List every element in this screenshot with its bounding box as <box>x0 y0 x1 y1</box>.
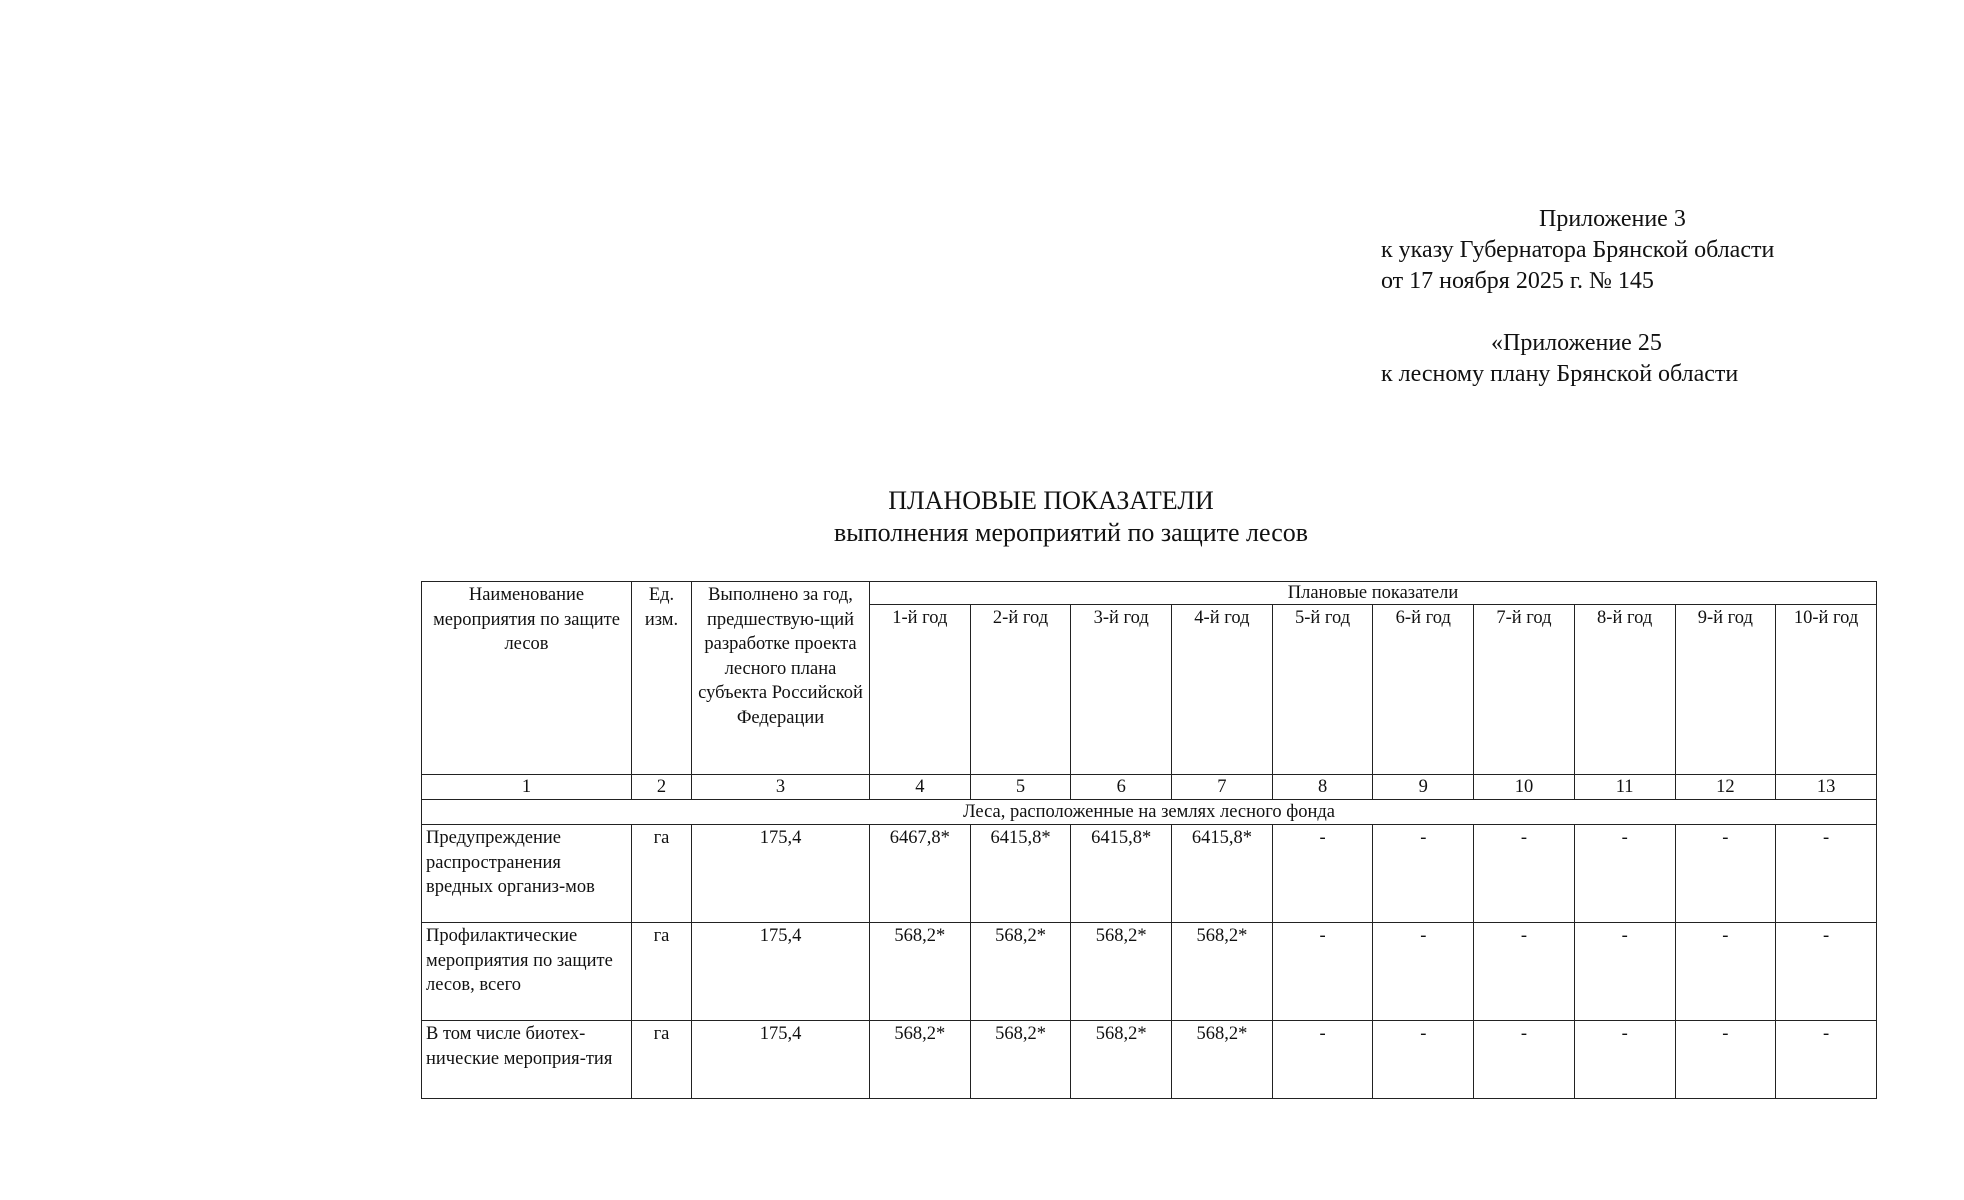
table-row <box>422 1021 1877 1099</box>
header-year-8: 8-й год <box>1574 605 1675 775</box>
header-year-3: 3-й год <box>1071 605 1172 775</box>
row-value: - <box>1272 923 1373 1021</box>
row-unit: га <box>632 825 692 923</box>
stamp-gap <box>1381 297 1901 328</box>
row-value: - <box>1574 923 1675 1021</box>
row-value: 6415,8* <box>1172 825 1273 923</box>
plan-table <box>421 581 1877 1099</box>
header-year-1: 1-й год <box>870 605 971 775</box>
stamp-line-date: от 17 ноября 2025 г. № 145 <box>1381 268 1654 294</box>
column-number: 7 <box>1172 775 1273 800</box>
header-name: Наименование мероприятия по защите лесов <box>422 582 632 775</box>
stamp-line-forest-plan: к лесному плану Брянской области <box>1381 361 1739 387</box>
row-name: Профилактические мероприятия по защите лесов, всего <box>422 923 632 1021</box>
row-value: - <box>1474 825 1575 923</box>
row-value: 568,2* <box>870 1021 971 1099</box>
document-title <box>420 485 1882 549</box>
table-row <box>422 923 1877 1021</box>
row-value: - <box>1776 825 1877 923</box>
column-number: 8 <box>1272 775 1373 800</box>
title-sub: выполнения мероприятий по защите лесов <box>833 518 1309 547</box>
row-done: 175,4 <box>692 1021 870 1099</box>
header-year-7: 7-й год <box>1474 605 1575 775</box>
section-title: Леса, расположенные на землях лесного фонда <box>422 800 1877 825</box>
row-name: Предупреждение распространения вредных организ-мов <box>422 825 632 923</box>
row-value: 568,2* <box>970 923 1071 1021</box>
row-value: - <box>1373 923 1474 1021</box>
row-value: - <box>1373 1021 1474 1099</box>
column-number: 12 <box>1675 775 1776 800</box>
column-number: 3 <box>692 775 870 800</box>
row-value: 6415,8* <box>1071 825 1172 923</box>
row-value: 568,2* <box>1172 923 1273 1021</box>
column-number: 11 <box>1574 775 1675 800</box>
stamp-line-appendix: Приложение 3 <box>1539 206 1686 232</box>
row-value: - <box>1272 825 1373 923</box>
row-value: 568,2* <box>1071 923 1172 1021</box>
column-number: 5 <box>970 775 1071 800</box>
column-number: 10 <box>1474 775 1575 800</box>
header-year-4: 4-й год <box>1172 605 1273 775</box>
row-value: 568,2* <box>1172 1021 1273 1099</box>
column-number: 1 <box>422 775 632 800</box>
appendix-stamp <box>1381 204 1901 390</box>
column-number: 13 <box>1776 775 1877 800</box>
column-number: 2 <box>632 775 692 800</box>
column-number: 9 <box>1373 775 1474 800</box>
row-unit: га <box>632 923 692 1021</box>
row-unit: га <box>632 1021 692 1099</box>
row-value: - <box>1776 923 1877 1021</box>
row-value: - <box>1474 923 1575 1021</box>
header-year-9: 9-й год <box>1675 605 1776 775</box>
header-year-10: 10-й год <box>1776 605 1877 775</box>
row-value: - <box>1373 825 1474 923</box>
row-value: 6467,8* <box>870 825 971 923</box>
column-number: 6 <box>1071 775 1172 800</box>
row-name: В том числе биотех-нические мероприя-тия <box>422 1021 632 1099</box>
row-value: 568,2* <box>1071 1021 1172 1099</box>
row-value: - <box>1474 1021 1575 1099</box>
row-done: 175,4 <box>692 825 870 923</box>
header-planned: Плановые показатели <box>870 582 1877 605</box>
row-value: 568,2* <box>870 923 971 1021</box>
header-year-5: 5-й год <box>1272 605 1373 775</box>
row-value: - <box>1574 825 1675 923</box>
stamp-line-appendix-25: «Приложение 25 <box>1491 330 1662 356</box>
header-year-6: 6-й год <box>1373 605 1474 775</box>
column-number: 4 <box>870 775 971 800</box>
column-number-row <box>422 775 1877 800</box>
row-value: 6415,8* <box>970 825 1071 923</box>
header-unit: Ед. изм. <box>632 582 692 775</box>
header-done: Выполнено за год, предшествую-щий разработке проекта лесного плана субъекта Российской Федерации <box>692 582 870 775</box>
row-value: - <box>1675 923 1776 1021</box>
header-year-2: 2-й год <box>970 605 1071 775</box>
row-value: - <box>1272 1021 1373 1099</box>
row-value: - <box>1675 1021 1776 1099</box>
section-row <box>422 800 1877 825</box>
row-value: 568,2* <box>970 1021 1071 1099</box>
row-value: - <box>1776 1021 1877 1099</box>
title-main: ПЛАНОВЫЕ ПОКАЗАТЕЛИ <box>888 486 1214 515</box>
row-done: 175,4 <box>692 923 870 1021</box>
table-row <box>422 825 1877 923</box>
row-value: - <box>1675 825 1776 923</box>
stamp-line-decree: к указу Губернатора Брянской области <box>1381 237 1775 263</box>
row-value: - <box>1574 1021 1675 1099</box>
